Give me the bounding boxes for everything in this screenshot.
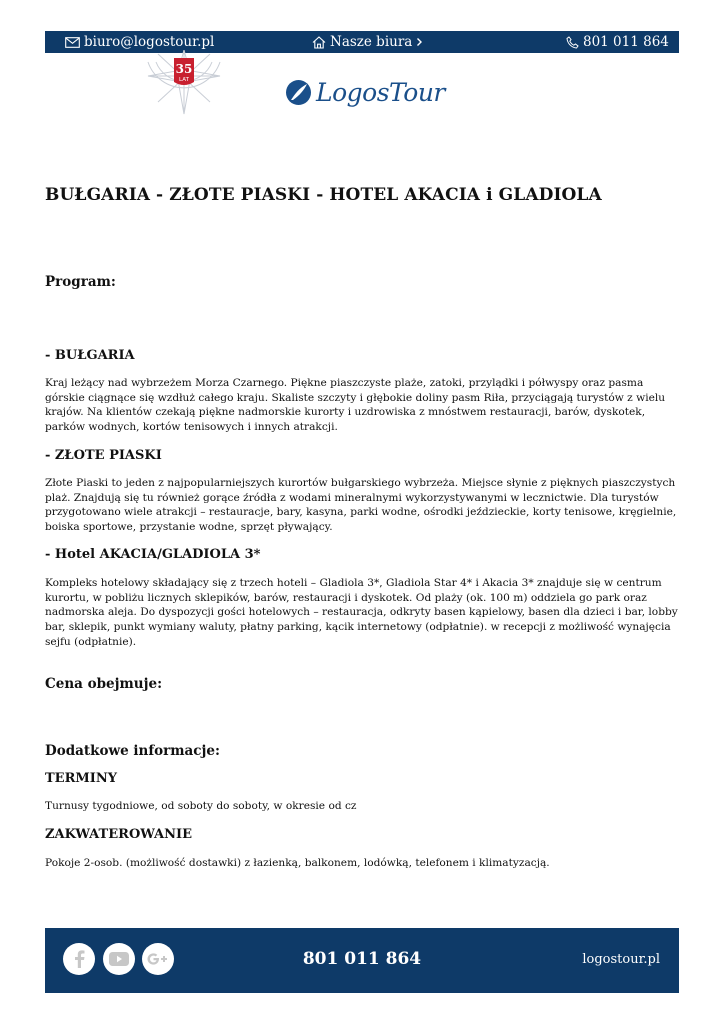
envelope-icon	[65, 37, 80, 48]
section-heading-hotel: - Hotel AKACIA/GLADIOLA 3*	[45, 547, 261, 562]
section-text-hotel: Kompleks hotelowy składający się z trzech hoteli – Gladiola 3*, Gladiola Star 4* i Akacia 3* znajduje się w centrum kurortu, w pobliżu licznych sklepików, barów, restauracji i dyskotek. Od plaży (ok. 100 m) oddziela go park oraz nadmorska aleja. Do dyspozycji gości hotelowych – restauracja, odkryty basen kąpielowy, basen dla dzieci i bar, lobby bar, sklepik, punkt wymiany waluty, płatny parking, kącik internetowy (odpłatnie). w recepcji z możliwość wynajęcia sejfu (odpłatnie).	[45, 577, 678, 648]
section-text-zlote-piaski: Złote Piaski to jeden z najpopularniejszych kurortów bułgarskiego wybrzeża. Miejsce słynie z pięknych piaszczystych plaż. Znajdują się tu również gorące źródła z wodami mineralnymi wykorzystywanymi w lecznictwie. Dla turystów przygotowano wiele atrakcji – restauracje, bary, kasyna, parki wodne, ośrodki jeździeckie, korty tenisowe, kręgielnie, boiska sportowe, przystanie wodne, sprzęt pływający.	[45, 477, 677, 534]
email-text: biuro@logostour.pl	[84, 34, 215, 50]
accommodation-text: Pokoje 2-osob. (możliwość dostawki) z łazienką, balkonem, lodówką, telefonem i klimatyzacją.	[45, 857, 550, 869]
chevron-right-icon	[416, 37, 423, 47]
phone-icon	[566, 36, 579, 49]
anniversary-badge	[144, 50, 224, 116]
quill-logo-icon	[285, 79, 312, 106]
section-text-bulgaria: Kraj leżący nad wybrzeżem Morza Czarnego. Piękne piaszczyste plaże, zatoki, przylądki i półwyspy oraz pasma górskie ciągnące się wzdłuż całego kraju. Skaliste szczyty i głębokie doliny pasm Riła, przyciągają turystów z wielu krajów. Na klientów czekają piękne nadmorskie kurorty i uzdrowiska z mnóstwem restauracji, barów, dyskotek, parków wodnych, kortów tenisowych i innych atrakcji.	[45, 377, 666, 434]
footer-website-link[interactable]: logostour.pl	[582, 952, 660, 967]
logo-text: LogosTour	[316, 78, 445, 107]
offices-label: Nasze biura	[330, 34, 413, 50]
top-contact-bar	[45, 31, 679, 53]
terms-text: Turnusy tygodniowe, od soboty do soboty, w okresie od cz	[45, 800, 357, 812]
page-title: BUŁGARIA - ZŁOTE PIASKI - HOTEL AKACIA i GLADIOLA	[45, 185, 602, 205]
phone-link[interactable]	[566, 34, 669, 50]
footer-phone[interactable]: 801 011 864	[302, 949, 422, 969]
email-link[interactable]	[65, 34, 214, 50]
offices-link[interactable]	[312, 34, 423, 50]
phone-text: 801 011 864	[583, 34, 669, 50]
section-heading-zlote-piaski: - ZŁOTE PIASKI	[45, 448, 162, 463]
badge-number: 35	[175, 62, 193, 76]
badge-word: LAT	[179, 77, 189, 83]
section-heading-bulgaria: - BUŁGARIA	[45, 348, 135, 363]
price-label: Cena obejmuje:	[45, 676, 163, 692]
terms-heading: TERMINY	[45, 771, 118, 786]
extra-info-label: Dodatkowe informacje:	[45, 743, 220, 759]
accommodation-heading: ZAKWATEROWANIE	[45, 827, 192, 842]
program-label: Program:	[45, 274, 116, 290]
logostour-logo[interactable]	[285, 78, 445, 107]
compass-rose-icon	[144, 50, 224, 116]
home-icon	[312, 36, 326, 49]
footer-bar	[45, 928, 679, 993]
